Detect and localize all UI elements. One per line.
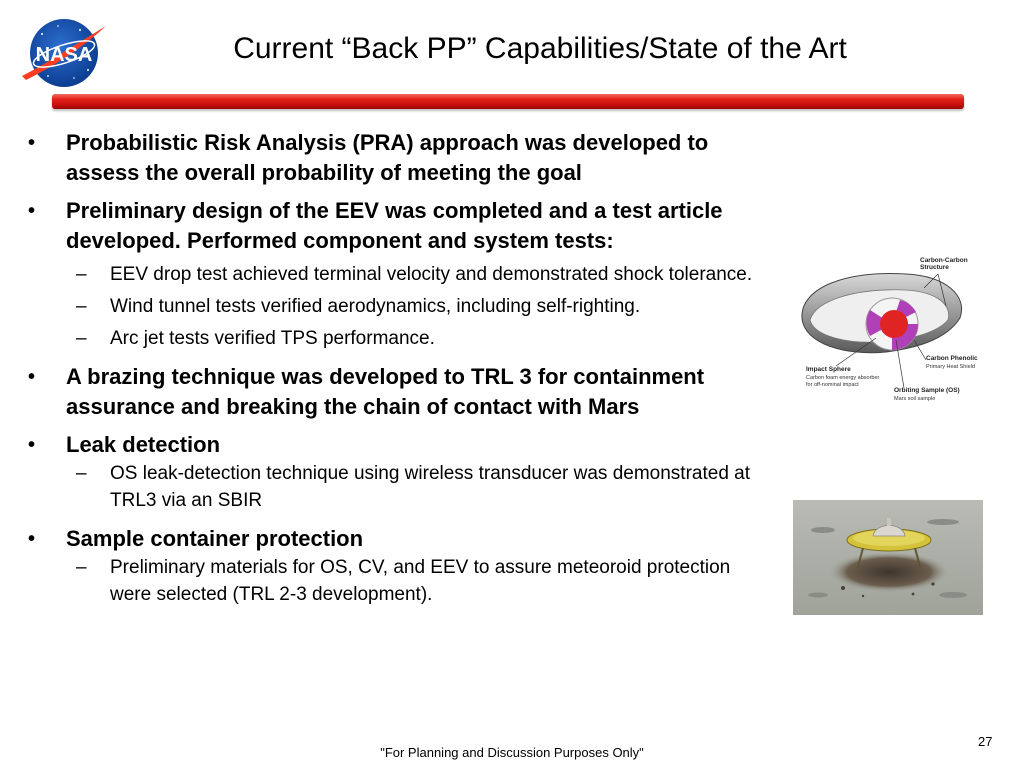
bullet-text: Sample container protection bbox=[66, 526, 364, 551]
bullet-text: Leak detection bbox=[66, 432, 221, 457]
sub-bullet-item bbox=[28, 293, 758, 320]
sub-bullet-marker: – bbox=[76, 328, 87, 349]
page-number: 27 bbox=[978, 734, 993, 749]
bullet-marker: • bbox=[28, 434, 36, 456]
bullet-item bbox=[28, 128, 758, 188]
sub-bullet-text: Preliminary materials for OS, CV, and EEV to assure meteoroid protection were selected (TRL 2-3 development). bbox=[110, 557, 731, 605]
sub-bullet-item bbox=[28, 554, 758, 608]
sub-bullet-text: EEV drop test achieved terminal velocity and demonstrated shock tolerance. bbox=[110, 264, 753, 285]
eev-cutaway-diagram bbox=[796, 248, 986, 408]
sub-bullet-item bbox=[28, 325, 758, 352]
sub-bullet-marker: – bbox=[76, 264, 87, 285]
slide-body bbox=[28, 128, 758, 608]
diagram-label: Impact Sphere bbox=[806, 366, 851, 373]
footer-disclaimer: "For Planning and Discussion Purposes Only" bbox=[380, 745, 644, 760]
bullet-marker: • bbox=[28, 528, 36, 550]
svg-text:NASA: NASA bbox=[35, 44, 93, 66]
bullet-marker: • bbox=[28, 366, 36, 388]
bullet-marker: • bbox=[28, 200, 36, 222]
diagram-label: Carbon Phenolic bbox=[926, 355, 978, 362]
sub-bullet-text: OS leak-detection technique using wireless transducer was demonstrated at TRL3 via an SBIR bbox=[110, 463, 751, 511]
bullet-item bbox=[28, 362, 758, 422]
bullet-text: A brazing technique was developed to TRL 3 for containment assurance and breaking the chain of contact with Mars bbox=[66, 364, 705, 419]
bullet-marker: • bbox=[28, 132, 36, 154]
sub-bullet-marker: – bbox=[76, 296, 87, 317]
sub-bullet-item bbox=[28, 460, 758, 514]
sub-bullet-text: Wind tunnel tests verified aerodynamics, including self-righting. bbox=[110, 296, 641, 317]
diagram-label: Structure bbox=[920, 264, 949, 271]
diagram-label: for off-nominal impact bbox=[806, 382, 859, 388]
title-accent-bar bbox=[52, 94, 964, 109]
sub-bullet-text: Arc jet tests verified TPS performance. bbox=[110, 328, 435, 349]
diagram-label: Carbon foam energy absorber bbox=[806, 375, 880, 381]
sub-bullet-marker: – bbox=[76, 557, 87, 578]
sub-bullet-item bbox=[28, 261, 758, 288]
diagram-label: Primary Heat Shield bbox=[926, 364, 975, 370]
sub-bullet-marker: – bbox=[76, 463, 87, 484]
bullet-text: Probabilistic Risk Analysis (PRA) approach was developed to assess the overall probability of meeting the goal bbox=[66, 130, 709, 185]
diagram-label: Carbon-Carbon bbox=[920, 257, 968, 264]
diagram-label: Mars soil sample bbox=[894, 396, 936, 402]
diagram-label: Orbiting Sample (OS) bbox=[894, 387, 960, 394]
bullet-text: Preliminary design of the EEV was completed and a test article developed. Performed component and system tests: bbox=[66, 198, 723, 253]
bullet-item bbox=[28, 524, 758, 554]
nasa-logo bbox=[18, 14, 110, 92]
bullet-item bbox=[28, 430, 758, 460]
slide-title: Current “Back PP” Capabilities/State of the Art bbox=[233, 32, 847, 65]
bullet-item bbox=[28, 196, 758, 256]
drop-test-photo bbox=[793, 500, 983, 615]
